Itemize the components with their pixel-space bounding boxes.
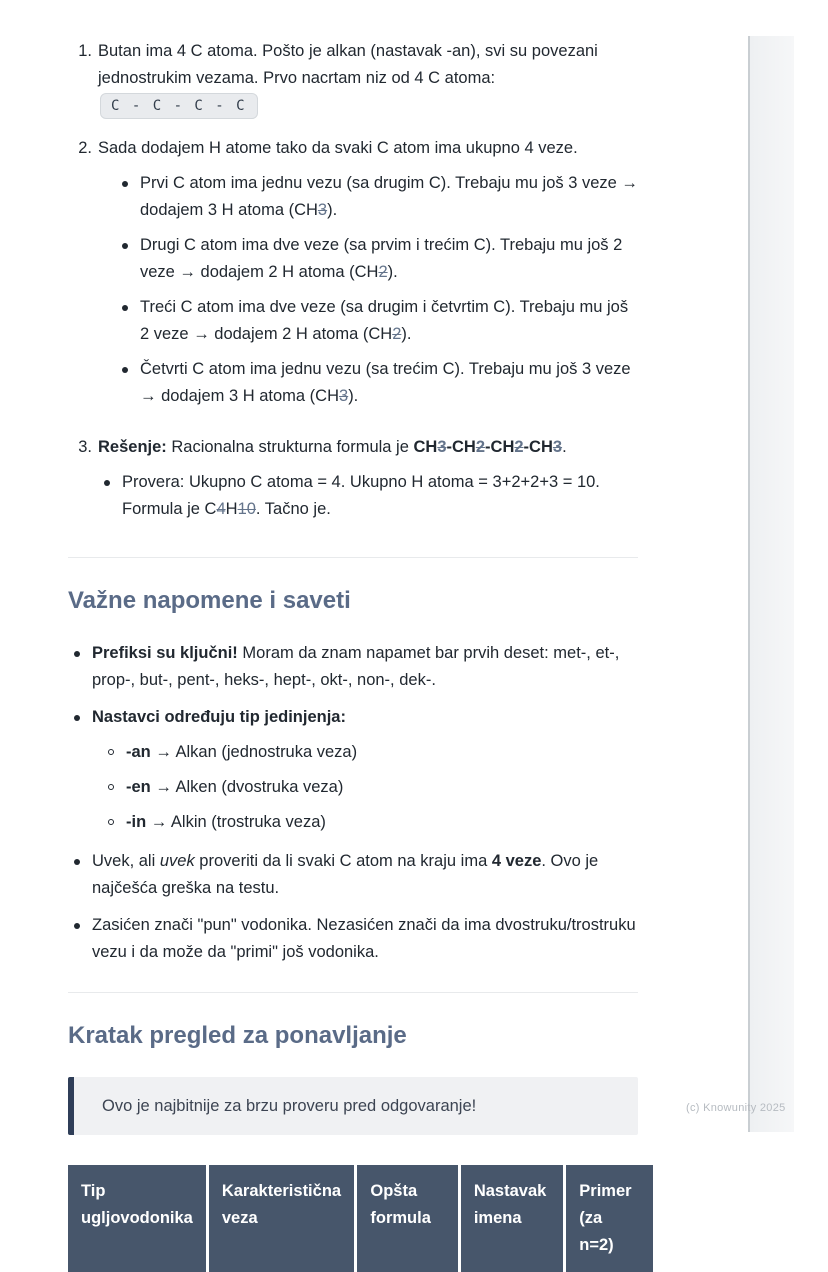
bullet-text: Uvek, ali uvek proveriti da li svaki C atom na kraju ima 4 veze. Ovo je najčešća greška na testu.	[92, 852, 599, 897]
bullet-text: -an → Alkan (jednostruka veza)	[126, 743, 358, 761]
section-divider	[68, 992, 638, 993]
bullet-icon	[68, 640, 92, 694]
list-item	[102, 809, 638, 836]
section-heading-review: Kratak pregled za ponavljanje	[68, 1022, 407, 1049]
scrollbar-track[interactable]	[748, 36, 794, 1132]
bullet-text: Treći C atom ima dve veze (sa drugim i četvrtim C). Trebaju mu još 2 veze → dodajem 2 H atoma (CH2).	[140, 298, 629, 343]
list-item	[68, 434, 638, 531]
bullet-icon	[116, 294, 140, 348]
document-content	[68, 38, 638, 1272]
list-number: 2.	[78, 139, 92, 157]
list-item	[102, 739, 638, 766]
list-item	[116, 294, 638, 348]
list-item	[116, 170, 638, 224]
callout-box	[68, 1077, 638, 1135]
step-text: Rešenje: Racionalna strukturna formula je CH3-CH2-CH2-CH3.	[98, 438, 567, 456]
section-divider	[68, 557, 638, 558]
table-header-cell: Nastavak imena	[461, 1165, 563, 1272]
list-item	[68, 640, 638, 694]
bullet-text: Zasićen znači "pun" vodonika. Nezasićen znači da ima dvostruku/trostruku vezu i da može da "primi" još vodonika.	[92, 916, 636, 961]
table-header-cell: Karakteristična veza	[209, 1165, 355, 1272]
list-item	[68, 848, 638, 902]
steps-list	[68, 38, 638, 531]
bullet-text: Četvrti C atom ima jednu vezu (sa trećim C). Trebaju mu još 3 veze → dodajem 3 H atoma (CH3).	[140, 360, 631, 405]
list-item	[68, 912, 638, 966]
list-item	[116, 356, 638, 410]
list-item	[68, 704, 638, 838]
bullet-icon	[98, 469, 122, 523]
sub-bullet-list	[102, 739, 638, 836]
circle-bullet-icon	[102, 809, 126, 836]
table-header-cell: Tip ugljovodonika	[68, 1165, 206, 1272]
bullet-icon	[68, 848, 92, 902]
notes-bullet-list	[68, 640, 638, 966]
callout-text: Ovo je najbitnije za brzu proveru pred odgovaranje!	[102, 1096, 477, 1115]
list-item	[116, 232, 638, 286]
table-header-cell: Primer (za n=2)	[566, 1165, 653, 1272]
section-heading-notes: Važne napomene i saveti	[68, 587, 351, 614]
sub-bullet-list	[98, 469, 638, 523]
bullet-text: Prvi C atom ima jednu vezu (sa drugim C). Trebaju mu još 3 veze → dodajem 3 H atoma (CH3).	[140, 174, 638, 219]
bullet-icon	[116, 170, 140, 224]
summary-table-header-row	[68, 1165, 653, 1272]
step-text: Sada dodajem H atome tako da svaki C atom ima ukupno 4 veze.	[98, 139, 578, 157]
bullet-icon	[116, 356, 140, 410]
list-number: 3.	[78, 438, 92, 456]
list-item	[68, 38, 638, 119]
list-item	[68, 135, 638, 418]
bullet-text: Drugi C atom ima dve veze (sa prvim i trećim C). Trebaju mu još 2 veze → dodajem 2 H atoma (CH2).	[140, 236, 623, 281]
list-item	[102, 774, 638, 801]
bullet-text: -in → Alkin (trostruka veza)	[126, 813, 326, 831]
bullet-text: Prefiksi su ključni! Moram da znam napamet bar prvih deset: met-, et-, prop-, but-, pent-, heks-, hept-, okt-, non-, dek-.	[92, 644, 620, 689]
table-header-cell: Opšta formula	[357, 1165, 457, 1272]
bullet-icon	[68, 912, 92, 966]
step-text: Butan ima 4 C atoma. Pošto je alkan (nastavak -an), svi su povezani jednostrukim vezama. Prvo nacrtam niz od 4 C atoma: C - C - C - C	[98, 38, 638, 119]
watermark-text: (c) Knowunity 2025	[686, 1102, 786, 1114]
circle-bullet-icon	[102, 774, 126, 801]
sub-bullet-list	[116, 170, 638, 410]
bullet-text: Provera: Ukupno C atoma = 4. Ukupno H atoma = 3+2+2+3 = 10. Formula je C4H10. Tačno je.	[122, 473, 600, 518]
bullet-text: -en → Alken (dvostruka veza)	[126, 778, 344, 796]
bullet-icon	[116, 232, 140, 286]
list-number: 1.	[78, 42, 92, 60]
bullet-icon	[68, 704, 92, 838]
bullet-text: Nastavci određuju tip jedinjenja:	[92, 708, 346, 726]
list-item	[98, 469, 638, 523]
circle-bullet-icon	[102, 739, 126, 766]
